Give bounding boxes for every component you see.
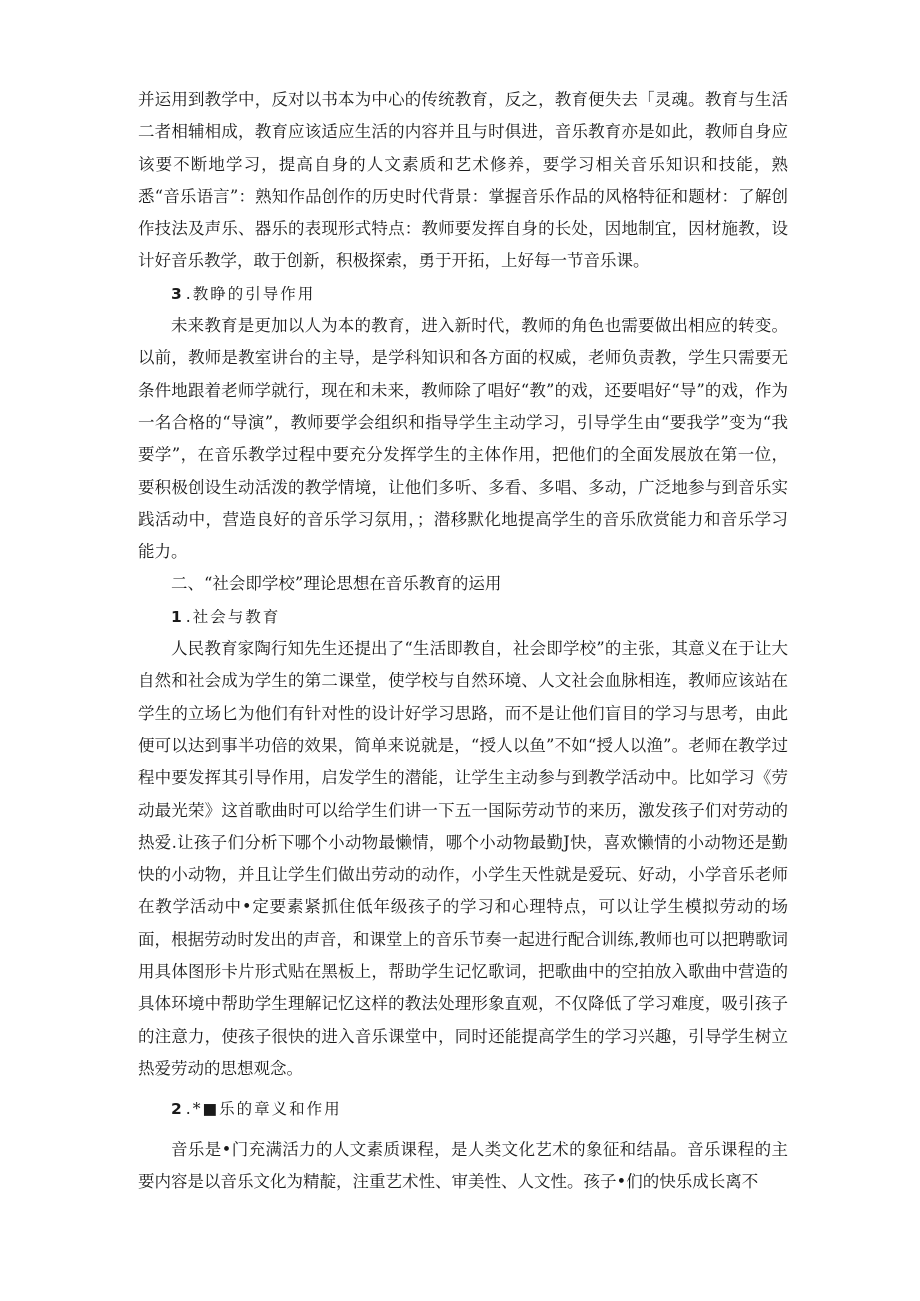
heading-text: .*■乐的章义和作用: [185, 1100, 342, 1119]
heading-teacher-guidance: [138, 278, 788, 310]
paragraph-music-course: 音乐是•门充满活力的人文素质课程，是人类文化艺术的象征和结晶。音乐课程的主要内容是以音乐文化为精靛，注重艺术性、审美性、人文性。孩子•们的快乐成长离不: [138, 1139, 788, 1191]
heading-number: 3: [171, 284, 182, 303]
heading-text: .教睁的引导作用: [185, 284, 316, 303]
heading-number: 2: [171, 1100, 182, 1119]
paragraph-teacher-role: 未来教育是更加以人为本的教育，进入新时代，教师的角色也需要做出相应的转变。以前，教师是教室讲台的主导，是学科知识和各方面的权威，老师负责教，学生只需要无条件地跟着老师学就行，现在和未来，教师除了唱好“教”的戏，还要唱好“导”的戏，作为一名合格的“导演”，教师要学会组织和指导学生主动学习，引导学生由“要我学”变为“我要学”，在音乐教学过程中要充分发挥学生的主体作用，把他们的全面发展放在第一位，要积极创设生动活泼的教学情境，让他们多听、多看、多唱、多动，广泛地参与到音乐实践活动中，营造良好的音乐学习氛用，；潜移默化地提高学生的音乐欣赏能力和音乐学习能力。: [138, 316, 788, 562]
paragraph-teacher-learning: 并运用到教学中，反对以书本为中心的传统教育，反之，教育便失去「灵魂。教育与生活二者相辅相成，教育应该适应生活的内容并且与时俱进，音乐教育亦是如此，教师自身应该要不断地学习，提高自身的人文素质和艺术修养，要学习相关音乐知识和技能，熟悉“音乐语言”：熟知作品创作的历史时代背景：掌握音乐作品的风格特征和题材：了解创作技法及声乐、器乐的表现形式特点：教师要发挥自身的长处，因地制宜，因材施教，设计好音乐教学，敢于创新，积极探索，勇于开拓，上好每一节音乐课。: [138, 90, 788, 271]
paragraph-tao-xingzhi: 人民教育家陶行知先生还提出了“生活即教自，社会即学校”的主张，其意义在于让大自然和社会成为学生的第二课堂，使学校与自然环境、人文社会血脉相连，教师应该站在学生的立场匕为他们有针对性的设计好学习思路，而不是让他们盲目的学习与思考，由此便可以达到事半功倍的效果，简单来说就是，“授人以鱼”不如“授人以渔”。老师在教学过程中要发挥其引导作用，启发学生的潜能，让学生主动参与到教学活动中。比如学习《劳动最光荣》这首歌曲时可以给学生们讲一下五一国际劳动节的来历，激发孩子们对劳动的热爱.让孩子们分析下哪个小动物最懒情，哪个小动物最勤J快，喜欢懒情的小动物还是勤快的小动物，并且让学生们做出劳动的动作，小学生天性就是爱玩、好动，小学音乐老师在教学活动中•定要素紧抓住低年级孩子的学习和心理特点，可以让学生模拟劳动的场面，根据劳动时发出的声音，和课堂上的音乐节奏一起进行配合训练,教师也可以把聘歌词用具体图形卡片形式贴在黑板上，帮助学生记忆歌词，把歌曲中的空拍放入歌曲中营造的具体环境中帮助学生理解记忆这样的教法处理形象直观，不仅降低了学习难度，吸引孩子的注意力，使孩子很快的进入音乐课堂中，同时还能提高学生的学习兴趣，引导学生树立热爱劳动的思想观念。: [138, 639, 788, 1078]
section-title-society-school: 二、“社会即学校”理论思想在音乐教育的运用: [171, 574, 502, 594]
heading-number: 1: [171, 607, 182, 626]
heading-society-education: [138, 601, 788, 633]
document-page: [138, 84, 788, 1198]
heading-music-meaning: [138, 1093, 788, 1125]
heading-text: .社会与教育: [185, 607, 281, 626]
